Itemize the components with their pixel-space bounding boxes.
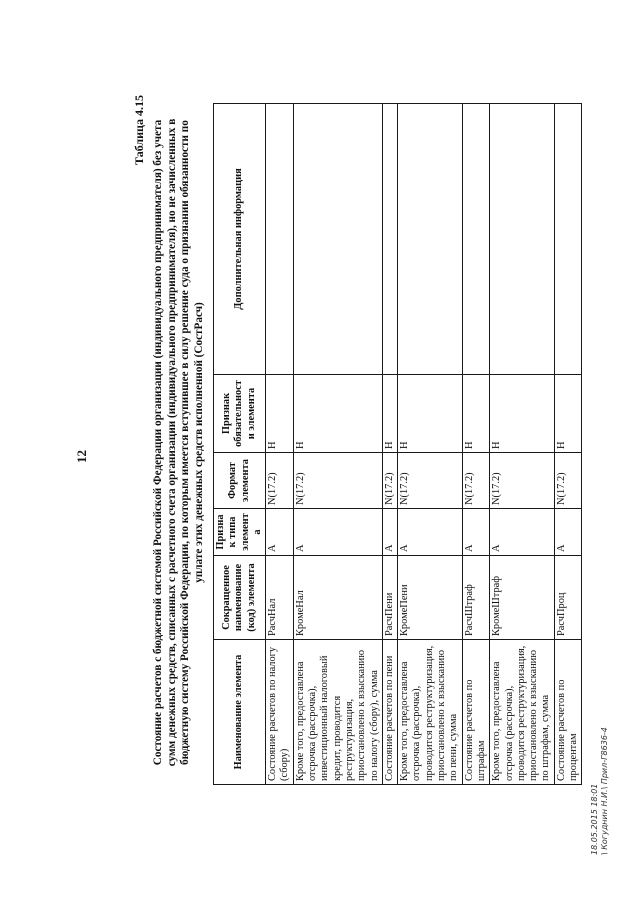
element-table [213,103,582,785]
cell-type: А [554,509,582,556]
cell-info [266,104,294,375]
cell-type: А [490,509,554,556]
cell-required: Н [398,375,462,453]
cell-type: А [293,509,382,556]
header-type: Признак типа элемента [214,509,266,556]
cell-code: КромеПени [398,556,462,640]
header-required: Признак обязательности элемента [214,375,266,453]
table-row [554,104,582,785]
cell-info [462,104,490,375]
table-header-row [214,104,266,785]
header-format: Формат элемента [214,453,266,509]
cell-info [382,104,397,375]
cell-name: Состояние расчетов по пени [382,640,397,785]
cell-info [293,104,382,375]
print-stamp-date: 18.05.2015 18:01 [590,783,599,855]
cell-code: РасчНал [266,556,294,640]
cell-format: N(17.2) [398,453,462,509]
cell-required: Н [293,375,382,453]
cell-required: Н [462,375,490,453]
cell-info [398,104,462,375]
cell-code: РасчПроц [554,556,582,640]
cell-code: РасчПени [382,556,397,640]
cell-format: N(17.2) [293,453,382,509]
cell-code: КромеНал [293,556,382,640]
cell-required: Н [382,375,397,453]
cell-format: N(17.2) [266,453,294,509]
cell-type: А [398,509,462,556]
cell-required: Н [266,375,294,453]
cell-format: N(17.2) [382,453,397,509]
table-row [382,104,397,785]
cell-type: А [266,509,294,556]
cell-format: N(17.2) [490,453,554,509]
cell-name: Кроме того, предоставлена отсрочка (рассрочка), инвестиционный налоговый кредит, проводится реструктуризация, приостановлено к взысканию по налогу (сбору), сумма [293,640,382,785]
header-info: Дополнительная информация [214,104,266,375]
page-number: 12 [74,450,89,463]
cell-format: N(17.2) [554,453,582,509]
cell-info [490,104,554,375]
cell-info [554,104,582,375]
header-name: Наименование элемента [214,640,266,785]
table-row [490,104,554,785]
table-row [266,104,294,785]
table-row [398,104,462,785]
print-stamp [590,727,610,855]
cell-name: Кроме того, предоставлена отсрочка (рассрочка), проводится реструктуризация, приостановлено к взысканию по штрафам, сумма [490,640,554,785]
table-title: Состояние расчетов с бюджетной системой Российской Федерации организации (индивидуального предпринимателя) без учета сумм денежных средств, списанных с расчетного счета организации (индивидуального предпринимателя), но не зачисленных в бюджетную систему Российской Федерации, по которым имеется вступившее в силу решение суда о признании обязанности по уплате этих денежных средств исполненной (СостРасч) [152,118,205,767]
cell-format: N(17.2) [462,453,490,509]
cell-required: Н [554,375,582,453]
table-row [462,104,490,785]
print-stamp-author: \ Когуднин Н.И.\ Прил-Г8636-4 [600,727,609,855]
header-code: Сокращенное наименование (код) элемента [214,556,266,640]
cell-type: А [462,509,490,556]
cell-required: Н [490,375,554,453]
cell-name: Состояние расчетов по налогу (сбору) [266,640,294,785]
table-reference: Таблица 4.15 [132,95,146,165]
cell-name: Кроме того, предоставлена отсрочка (рассрочка), проводится реструктуризация, приостановлено к взысканию по пени, сумма [398,640,462,785]
table-row [293,104,382,785]
cell-code: КромеШтраф [490,556,554,640]
cell-name: Состояние расчетов по штрафам [462,640,490,785]
cell-type: А [382,509,397,556]
cell-name: Состояние расчетов по процентам [554,640,582,785]
cell-code: РасчШтраф [462,556,490,640]
